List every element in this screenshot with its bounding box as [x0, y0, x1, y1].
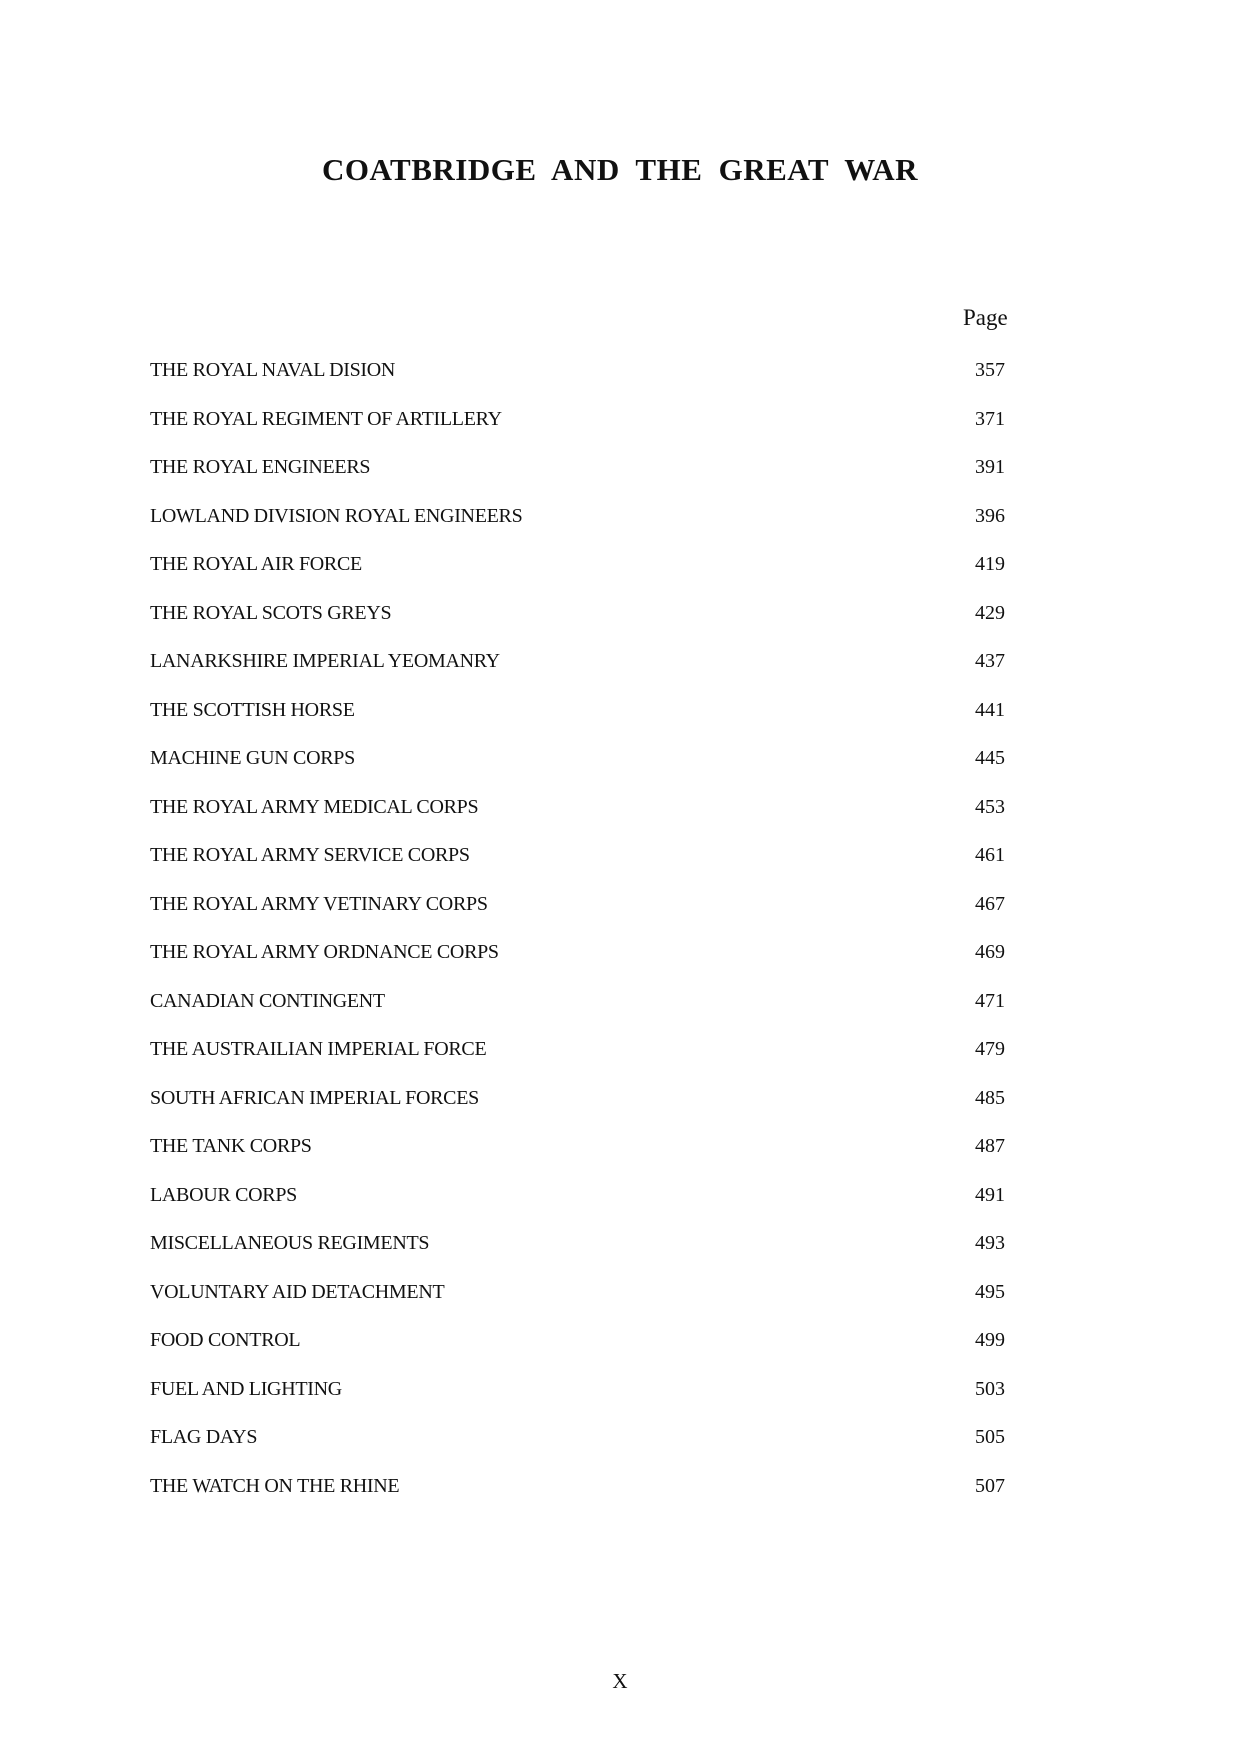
- toc-entry-title: FUEL AND LIGHTING: [150, 1377, 342, 1400]
- toc-entry: [150, 1328, 1010, 1377]
- page-column-header: Page: [963, 305, 1008, 330]
- toc-entry-page: 445: [975, 747, 1005, 769]
- toc-entry: [150, 746, 1010, 795]
- toc-entry: [150, 940, 1010, 989]
- toc-entry-page: 493: [975, 1232, 1005, 1254]
- toc-entry-title: LOWLAND DIVISION ROYAL ENGINEERS: [150, 504, 523, 527]
- toc-entry-page: 429: [975, 601, 1005, 624]
- toc-entry-page: 371: [975, 407, 1005, 430]
- toc-entry-title: MACHINE GUN CORPS: [150, 747, 355, 769]
- toc-entry-title: FOOD CONTROL: [150, 1329, 301, 1351]
- toc-entry: [150, 698, 1010, 747]
- toc-entry-title: LABOUR CORPS: [150, 1183, 297, 1206]
- toc-entry-page: 503: [975, 1377, 1005, 1400]
- toc-entry-page: 505: [975, 1426, 1005, 1448]
- toc-entry-page: 441: [975, 698, 1005, 721]
- toc-entry-title: THE ROYAL ENGINEERS: [150, 456, 371, 478]
- toc-entry-title: THE ROYAL ARMY SERVICE CORPS: [150, 844, 470, 866]
- page-number-folio: X: [612, 1669, 628, 1693]
- toc-entry-title: LANARKSHIRE IMPERIAL YEOMANRY: [150, 650, 500, 672]
- toc-entry-title: THE AUSTRAILIAN IMPERIAL FORCE: [150, 1038, 487, 1060]
- toc-entry-title: THE ROYAL ARMY MEDICAL CORPS: [150, 795, 479, 818]
- toc-entry-title: THE TANK CORPS: [150, 1135, 312, 1157]
- toc-entry: [150, 601, 1010, 650]
- toc-entry-title: THE WATCH ON THE RHINE: [150, 1474, 400, 1497]
- toc-entry: [150, 795, 1010, 844]
- toc-entry: [150, 649, 1010, 698]
- toc-entry-title: THE ROYAL SCOTS GREYS: [150, 601, 392, 624]
- toc-entry-title: THE ROYAL REGIMENT OF ARTILLERY: [150, 407, 502, 430]
- toc-entry: [150, 1425, 1010, 1474]
- toc-entry-title: SOUTH AFRICAN IMPERIAL FORCES: [150, 1086, 479, 1109]
- toc-entry-page: 487: [975, 1135, 1005, 1157]
- toc-entry-title: THE ROYAL ARMY ORDNANCE CORPS: [150, 941, 499, 963]
- toc-entry-page: 461: [975, 844, 1005, 866]
- toc-entry: [150, 358, 1010, 407]
- toc-entry: [150, 1134, 1010, 1183]
- toc-entry-page: 467: [975, 892, 1005, 915]
- toc-entry: [150, 1280, 1010, 1329]
- toc-entry-page: 437: [975, 650, 1005, 672]
- toc-entry-title: VOLUNTARY AID DETACHMENT: [150, 1280, 445, 1303]
- toc-entry-title: THE ROYAL ARMY VETINARY CORPS: [150, 892, 488, 915]
- toc-entry-page: 495: [975, 1280, 1005, 1303]
- toc-entry-page: 419: [975, 553, 1005, 575]
- toc-entry: [150, 1037, 1010, 1086]
- toc-entry: [150, 552, 1010, 601]
- toc-entry: [150, 1231, 1010, 1280]
- toc-entry-page: 453: [975, 795, 1005, 818]
- toc-entry-title: FLAG DAYS: [150, 1426, 258, 1448]
- toc-entry-page: 499: [975, 1329, 1005, 1351]
- toc-entry: [150, 989, 1010, 1038]
- toc-entry: [150, 1183, 1010, 1232]
- toc-entry: [150, 1377, 1010, 1426]
- toc-entry: [150, 1086, 1010, 1135]
- table-of-contents: [150, 358, 1010, 1522]
- toc-entry-page: 469: [975, 941, 1005, 963]
- toc-entry-page: 391: [975, 456, 1005, 478]
- toc-entry: [150, 455, 1010, 504]
- toc-entry-page: 479: [975, 1038, 1005, 1060]
- toc-entry-title: THE SCOTTISH HORSE: [150, 698, 355, 721]
- toc-entry-page: 471: [975, 989, 1005, 1012]
- toc-entry-page: 507: [975, 1474, 1005, 1497]
- toc-entry-page: 491: [975, 1183, 1005, 1206]
- toc-entry-title: THE ROYAL NAVAL DISION: [150, 359, 396, 381]
- toc-entry: [150, 504, 1010, 553]
- toc-entry-page: 357: [975, 359, 1005, 381]
- toc-entry: [150, 1474, 1010, 1523]
- toc-entry-page: 396: [975, 504, 1005, 527]
- toc-entry: [150, 892, 1010, 941]
- toc-entry-title: THE ROYAL AIR FORCE: [150, 553, 362, 575]
- toc-entry: [150, 843, 1010, 892]
- toc-entry: [150, 407, 1010, 456]
- toc-entry-title: MISCELLANEOUS REGIMENTS: [150, 1232, 430, 1254]
- toc-entry-page: 485: [975, 1086, 1005, 1109]
- page-title: COATBRIDGE AND THE GREAT WAR: [321, 152, 919, 187]
- toc-entry-title: CANADIAN CONTINGENT: [150, 989, 385, 1012]
